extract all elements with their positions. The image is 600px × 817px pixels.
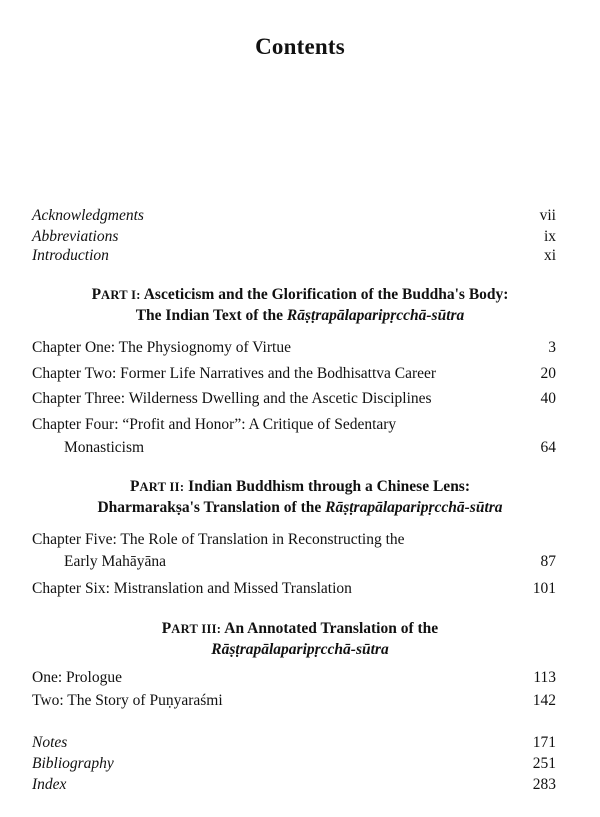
toc-entry-chapter-one[interactable] xyxy=(32,338,556,358)
part-title-line2: Dharmarakṣa's Translation of the xyxy=(97,499,326,516)
toc-entry-chapter-two[interactable] xyxy=(32,364,556,384)
toc-entry-chapter-four[interactable] xyxy=(32,415,556,435)
toc-entry-chapter-three[interactable] xyxy=(32,389,556,409)
toc-entry-page: 20 xyxy=(540,365,556,382)
part-label: PART II: xyxy=(129,478,185,495)
toc-entry-title: One: Prologue xyxy=(32,669,122,686)
toc-entry-title: Chapter Two: Former Life Narratives and the Bodhisattva Career xyxy=(32,365,437,382)
part-heading-2 xyxy=(0,476,600,498)
toc-entry-title: Chapter Six: Mistranslation and Missed Translation xyxy=(32,580,352,597)
part-subheading-3 xyxy=(0,639,600,661)
toc-entry-chapter-five-continued[interactable] xyxy=(64,552,556,572)
toc-entry-title-continuation: Early Mahāyāna xyxy=(64,553,166,570)
toc-entry-introduction[interactable] xyxy=(32,246,556,266)
toc-entry-title: Notes xyxy=(32,734,68,751)
toc-entry-prologue[interactable] xyxy=(32,668,556,688)
toc-entry-title: Index xyxy=(32,776,67,793)
toc-entry-title: Chapter One: The Physiognomy of Virtue xyxy=(32,339,291,356)
toc-entry-chapter-five[interactable] xyxy=(32,530,556,550)
toc-entry-title-continuation: Monasticism xyxy=(64,439,145,456)
toc-entry-page: 171 xyxy=(532,734,556,751)
toc-entry-title: Chapter Three: Wilderness Dwelling and the Ascetic Disciplines xyxy=(32,390,432,407)
part-subheading-1 xyxy=(0,305,600,327)
toc-entry-title: Two: The Story of Puṇyaraśmi xyxy=(32,692,223,709)
part-heading-3 xyxy=(0,618,600,640)
toc-entry-page: 283 xyxy=(532,776,556,793)
toc-entry-title: Acknowledgments xyxy=(32,207,144,224)
part-title-line1: An Annotated Translation of the xyxy=(221,620,439,637)
toc-entry-story-of-punyarasmi[interactable] xyxy=(32,691,556,711)
part-title-line1: Indian Buddhism through a Chinese Lens: xyxy=(184,478,471,495)
toc-entry-page: 64 xyxy=(540,439,556,456)
toc-entry-title: Introduction xyxy=(32,247,109,264)
toc-entry-page: 142 xyxy=(532,692,556,709)
part-subheading-2 xyxy=(0,497,600,519)
toc-entry-page: xi xyxy=(543,247,556,264)
toc-entry-page: ix xyxy=(543,228,556,245)
toc-entry-title: Abbreviations xyxy=(32,228,119,245)
toc-entry-page: 87 xyxy=(540,553,556,570)
toc-entry-title: Bibliography xyxy=(32,755,114,772)
toc-entry-chapter-six[interactable] xyxy=(32,579,556,599)
toc-entry-bibliography[interactable] xyxy=(32,754,556,774)
toc-entry-chapter-four-continued[interactable] xyxy=(64,438,556,458)
sutra-title: Rāṣṭrapālaparipṛcchā-sūtra xyxy=(325,499,503,516)
toc-entry-abbreviations[interactable] xyxy=(32,227,556,247)
sutra-title: Rāṣṭrapālaparipṛcchā-sūtra xyxy=(286,307,465,324)
toc-entry-page: 101 xyxy=(532,580,556,597)
toc-entry-index[interactable] xyxy=(32,775,556,795)
toc-entry-page: 251 xyxy=(532,755,556,772)
toc-entry-page: 3 xyxy=(548,339,556,356)
sutra-title: Rāṣṭrapālaparipṛcchā-sūtra xyxy=(211,641,389,658)
part-heading-1 xyxy=(0,284,600,306)
toc-entry-page: 113 xyxy=(533,669,556,686)
part-title-line1: Asceticism and the Glorification of the Buddha's Body: xyxy=(140,286,509,303)
part-label: PART I: xyxy=(91,286,141,303)
part-title-line2: The Indian Text of the xyxy=(135,307,287,324)
part-label: PART III: xyxy=(161,620,222,637)
toc-entry-title: Chapter Five: The Role of Translation in Reconstructing the xyxy=(32,531,405,548)
toc-entry-page: vii xyxy=(539,207,556,224)
page-title: Contents xyxy=(255,34,345,59)
toc-entry-notes[interactable] xyxy=(32,733,556,753)
toc-entry-page: 40 xyxy=(540,390,556,407)
toc-entry-title: Chapter Four: “Profit and Honor”: A Critique of Sedentary xyxy=(32,416,397,433)
toc-entry-acknowledgments[interactable] xyxy=(32,206,556,226)
